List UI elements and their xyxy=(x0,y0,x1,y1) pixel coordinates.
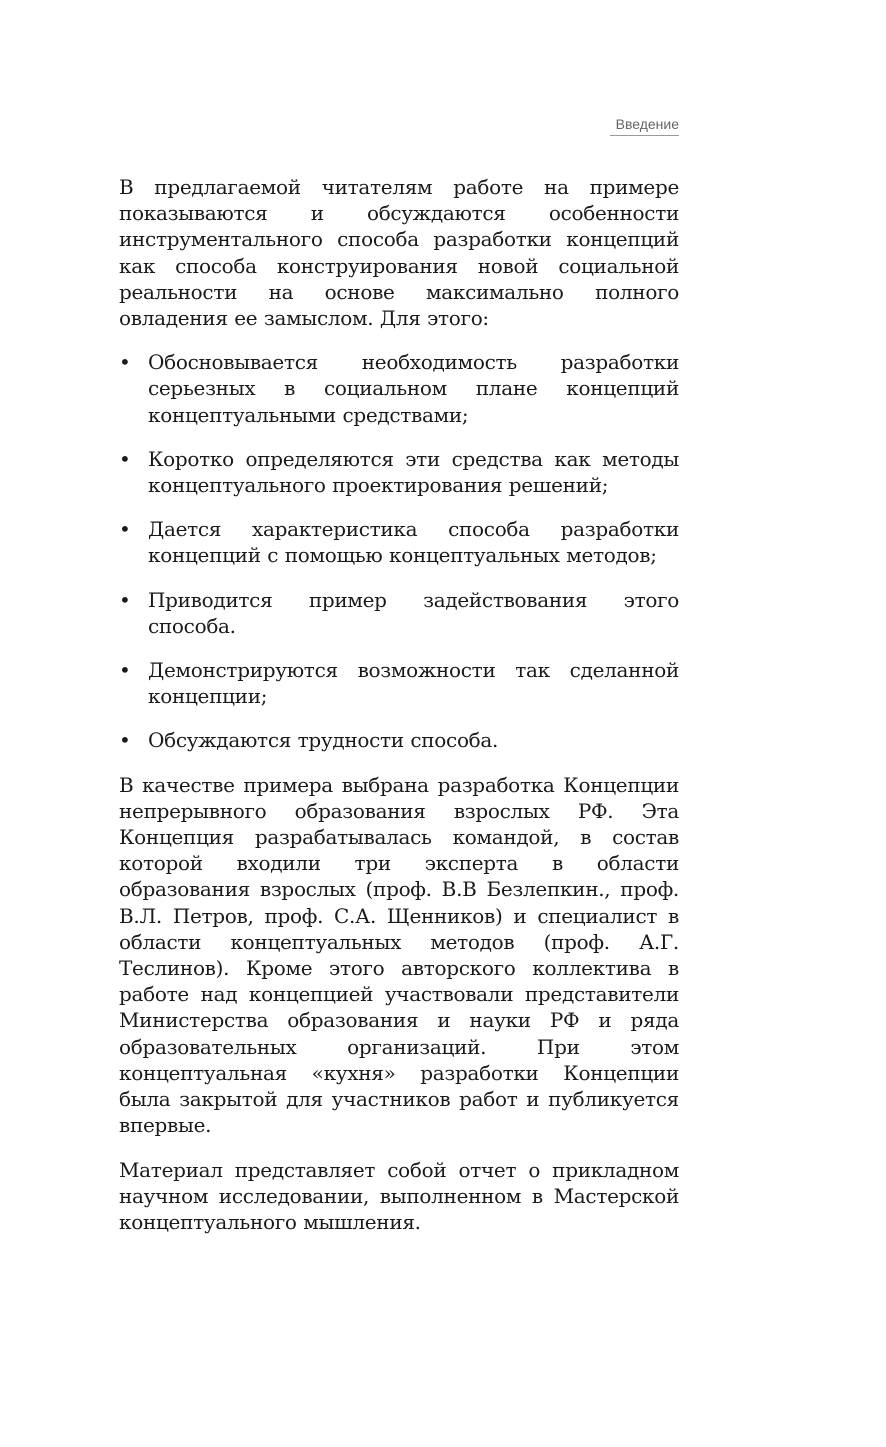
list-item-text: Обосновывается необходимость разработки серьезных в социальном плане концепций концептуальными средствами; xyxy=(148,350,679,427)
list-item xyxy=(119,727,679,753)
bullet-icon: • xyxy=(119,446,131,471)
bullet-icon: • xyxy=(119,517,131,542)
list-item-text: Приводится пример задействования этого способа. xyxy=(148,587,679,638)
example-paragraph: В качестве примера выбрана разработка Концепции непрерывного образования взрослых РФ. Эта Концепция разрабатывалась командой, в состав которой входили три эксперта в области образования взрослых (проф. В.В Безлепкин., проф. В.Л. Петров, проф. С.А. Щенников) и специалист в области концептуальных методов (проф. А.Г. Теслинов). Кроме этого авторского коллектива в работе над концепцией участвовали представители Министерства образования и науки РФ и ряда образовательных организаций. При этом концептуальная «кухня» разработки Концепции была закрытой для участников работ и публикуется впервые. xyxy=(119,772,679,1138)
list-item-text: Дается характеристика способа разработки концепций с помощью концептуальных методов; xyxy=(148,517,679,568)
list-item-text: Демонстрируются возможности так сделанной концепции; xyxy=(148,658,679,709)
bullet-list xyxy=(119,349,679,753)
intro-paragraph: В предлагаемой читателям работе на примере показываются и обсуждаются особенности инструментального способа разработки концепций как способа конструирования новой социальной реальности на основе максимально полного овладения ее замыслом. Для этого: xyxy=(119,175,679,331)
bullet-icon: • xyxy=(119,728,131,753)
bullet-icon: • xyxy=(119,350,131,375)
list-item xyxy=(119,516,679,568)
list-item-text: Обсуждаются трудности способа. xyxy=(148,728,499,753)
list-item xyxy=(119,446,679,498)
list-item-text: Коротко определяются эти средства как методы концептуального проектирования решений; xyxy=(148,446,679,498)
closing-paragraph: Материал представляет собой отчет о прикладном научном исследовании, выполненном в Мастерской концептуального мышления. xyxy=(119,1157,679,1234)
bullet-icon: • xyxy=(119,587,131,612)
list-item xyxy=(119,587,679,639)
running-header: Введение xyxy=(610,116,679,136)
bullet-icon: • xyxy=(119,658,131,683)
list-item xyxy=(119,657,679,709)
list-item xyxy=(119,349,679,428)
page-body xyxy=(119,174,679,1235)
